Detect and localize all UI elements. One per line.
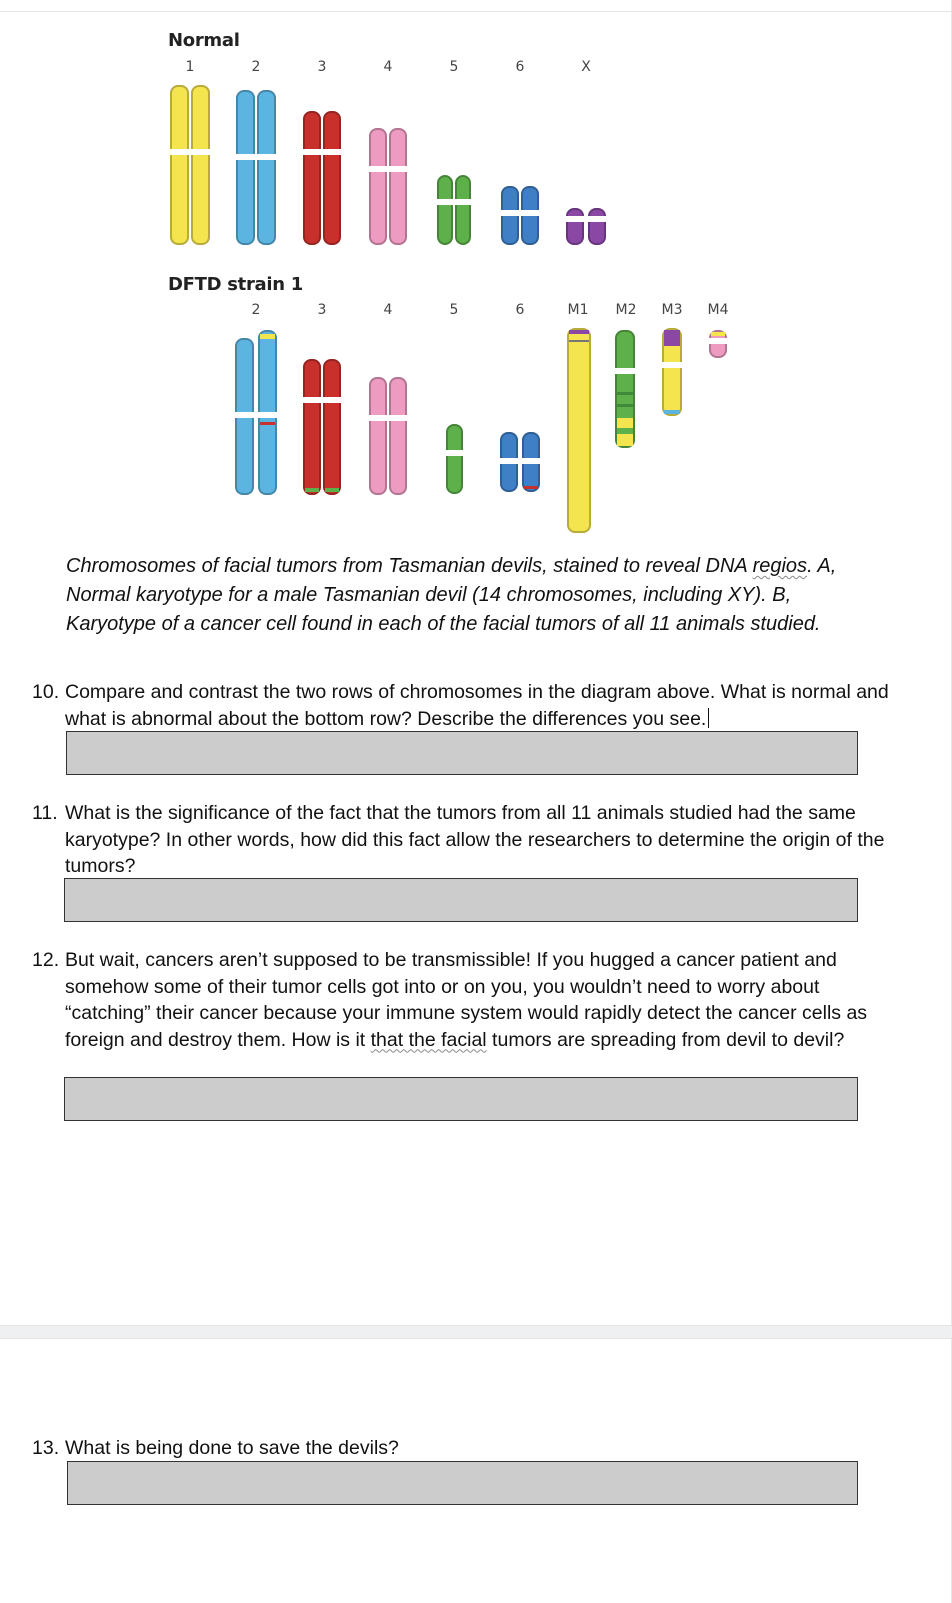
dftd-chromosome-3-a: [303, 359, 321, 495]
dftd-marker-m3: [662, 328, 682, 416]
question-text: Compare and contrast the two rows of chromosomes in the diagram above. What is normal and what is abnormal about the bottom row? Describe the differences you see.: [65, 681, 889, 730]
dftd-chromosome-2a: [235, 338, 254, 495]
question-text: What is being done to save the devils?: [65, 1437, 399, 1459]
chromosome-band: [260, 334, 275, 339]
normal-chromosome-x: [566, 208, 584, 245]
caption-part-2: . A, Normal karyotype for a male Tasmanian devil (14 chromosomes, including XY). B, Karyotype of a cancer cell found in each of the facial tumors of all 11 animals studied.: [66, 555, 837, 635]
question-number: 13.: [32, 1437, 60, 1459]
chromosome-band: [260, 422, 275, 425]
centromere: [303, 149, 321, 155]
centromere: [191, 149, 210, 155]
centromere: [389, 415, 407, 421]
dftd-chromosome-number-5: 5: [449, 302, 459, 318]
normal-chromosome-y: [588, 208, 606, 245]
chromosome-band: [664, 410, 680, 414]
dftd-marker-m1: [567, 328, 591, 533]
chromosome-band: [617, 418, 633, 428]
normal-chromosome-5-a: [437, 175, 453, 245]
centromere: [446, 450, 463, 456]
centromere: [323, 149, 341, 155]
normal-chromosome-number-x: X: [581, 59, 591, 75]
normal-chromosome-number-2: 2: [251, 59, 261, 75]
dftd-chromosome-number-3: 3: [317, 302, 327, 318]
normal-chromosome-number-5: 5: [449, 59, 459, 75]
dftd-chromosome-number-m3: M3: [661, 302, 683, 318]
centromere: [709, 338, 727, 344]
normal-chromosome-6-b: [521, 186, 539, 245]
chromosome-band: [569, 340, 589, 342]
normal-chromosome-5-b: [455, 175, 471, 245]
question-text-after: tumors are spreading from devil to devil?: [486, 1028, 845, 1051]
normal-chromosome-3-a: [303, 111, 321, 245]
question-text: What is the significance of the fact that the tumors from all 11 animals studied had the same karyotype? In other words, how did this fact allow the researchers to determine the origin of the tumors?: [65, 802, 885, 877]
answer-box-13[interactable]: [67, 1461, 858, 1505]
caption-part-1: Chromosomes of facial tumors from Tasmanian devils, stained to reveal DNA: [66, 555, 753, 577]
centromere: [170, 149, 189, 155]
centromere: [389, 166, 407, 172]
normal-chromosome-1-b: [191, 85, 210, 245]
centromere: [257, 154, 276, 160]
normal-chromosome-6-a: [501, 186, 519, 245]
text-cursor: [708, 708, 709, 728]
centromere: [303, 397, 321, 403]
normal-row-label: Normal: [168, 30, 240, 51]
dftd-chromosome-number-6: 6: [515, 302, 525, 318]
centromere: [521, 210, 539, 216]
question-13: [32, 1435, 892, 1462]
dftd-chromosome-5: [446, 424, 463, 494]
chromosome-band: [617, 392, 633, 395]
chromosome-band: [524, 486, 538, 489]
centromere: [437, 199, 453, 205]
centromere: [235, 412, 254, 418]
chromosome-band: [617, 434, 633, 446]
centromere: [566, 216, 584, 222]
dftd-chromosome-number-4: 4: [383, 302, 393, 318]
centromere: [662, 362, 682, 368]
normal-chromosome-3-b: [323, 111, 341, 245]
chromosome-band: [325, 488, 339, 492]
centromere: [500, 458, 518, 464]
page-break: [0, 1325, 952, 1339]
answer-box-12[interactable]: [64, 1077, 858, 1121]
dftd-chromosome-number-2: 2: [251, 302, 261, 318]
normal-chromosome-2-b: [257, 90, 276, 245]
question-number: 11.: [32, 802, 58, 824]
question-12: [32, 947, 892, 1053]
dftd-chromosome-number-m1: M1: [567, 302, 589, 318]
dftd-marker-m2: [615, 330, 635, 448]
chromosome-band: [664, 330, 680, 346]
figure-caption: [66, 552, 876, 639]
dftd-chromosome-number-m2: M2: [615, 302, 637, 318]
dftd-chromosome-6a: [500, 432, 518, 492]
centromere: [615, 368, 635, 374]
question-text-before: But wait, cancers aren’t supposed to be transmissible! If you hugged a cancer patient and somehow some of their tumor cells got into or on you, you wouldn’t need to worry about “catching” their cancer because your immune system would rapidly detect the cancer cells as foreign and destroy them. How is it: [65, 949, 868, 1051]
centromere: [369, 415, 387, 421]
chromosome-band: [617, 404, 633, 407]
dftd-chromosome-3-b: [323, 359, 341, 495]
centromere: [236, 154, 255, 160]
normal-chromosome-number-6: 6: [515, 59, 525, 75]
chromosome-band: [711, 332, 725, 336]
grammar-flagged-phrase[interactable]: that the facial: [370, 1028, 487, 1051]
centromere: [258, 412, 277, 418]
centromere: [522, 458, 540, 464]
dftd-chromosome-4-b: [389, 377, 407, 495]
page-top-border: [0, 0, 952, 12]
normal-chromosome-number-1: 1: [185, 59, 195, 75]
normal-chromosome-4-a: [369, 128, 387, 245]
answer-box-10[interactable]: [66, 731, 858, 775]
spellcheck-flagged-word[interactable]: regios: [752, 555, 808, 577]
dftd-row-label: DFTD strain 1: [168, 274, 303, 295]
centromere: [588, 216, 606, 222]
question-number: 12.: [32, 949, 60, 971]
normal-chromosome-number-4: 4: [383, 59, 393, 75]
normal-chromosome-1-a: [170, 85, 189, 245]
centromere: [323, 397, 341, 403]
dftd-chromosome-6b: [522, 432, 540, 492]
dftd-chromosome-number-m4: M4: [707, 302, 729, 318]
question-11: [32, 800, 892, 880]
normal-chromosome-4-b: [389, 128, 407, 245]
centromere: [501, 210, 519, 216]
dftd-chromosome-4-a: [369, 377, 387, 495]
question-number: 10.: [32, 681, 60, 703]
normal-chromosome-2-a: [236, 90, 255, 245]
question-10: [32, 679, 892, 732]
centromere: [369, 166, 387, 172]
chromosome-band: [305, 488, 319, 492]
dftd-marker-m4: [709, 330, 727, 358]
centromere: [455, 199, 471, 205]
normal-chromosome-number-3: 3: [317, 59, 327, 75]
answer-box-11[interactable]: [64, 878, 858, 922]
dftd-chromosome-2b: [258, 330, 277, 495]
chromosome-band: [569, 330, 589, 334]
